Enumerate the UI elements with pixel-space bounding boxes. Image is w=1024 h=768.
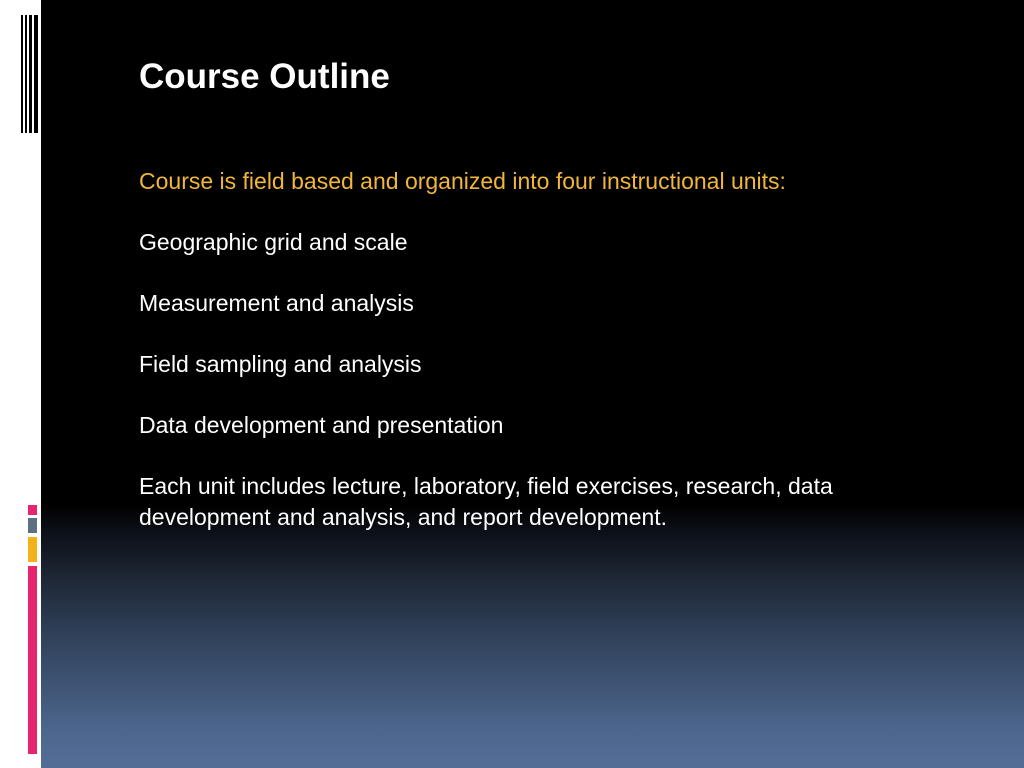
accent-bar-slate [28,518,37,533]
unit-item: Geographic grid and scale [139,229,408,255]
unit-item: Field sampling and analysis [139,351,422,377]
accent-bar-yellow [28,537,37,562]
slide-title: Course Outline [139,57,390,96]
accent-bar-pink-long [28,566,37,754]
unit-item: Data development and presentation [139,412,504,438]
accent-bar-pink-small [28,505,37,515]
intro-text: Course is field based and organized into four instructional units: [139,168,786,194]
vertical-lines-decoration-icon [0,0,41,135]
unit-item: Measurement and analysis [139,290,414,316]
summary-text: Each unit includes lecture, laboratory, field exercises, research, data development and analysis, and report development. [139,473,833,530]
slide-content [139,166,929,533]
